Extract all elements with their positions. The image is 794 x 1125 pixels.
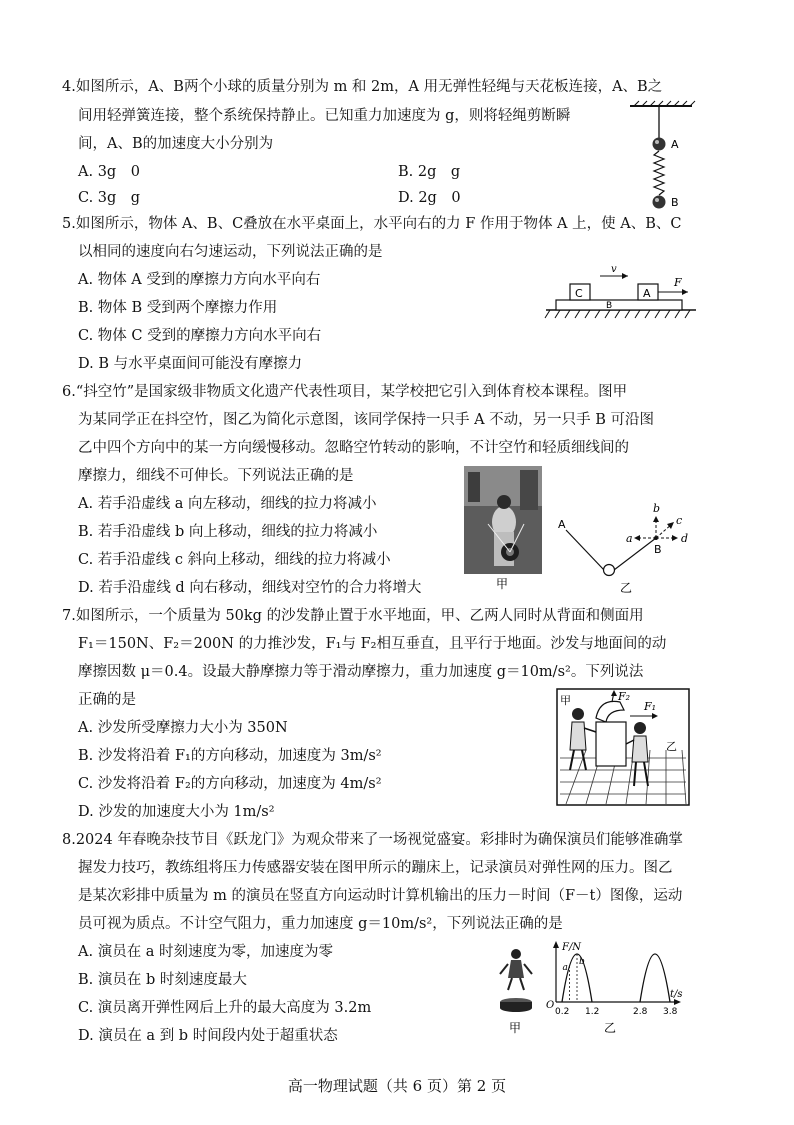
person-yi-label: 乙: [666, 740, 677, 753]
block-b-label: B: [606, 301, 613, 311]
trampoline-caption-jia: 甲: [509, 1021, 522, 1035]
q8-stem-line-3: 是某次彩排中质量为 m 的演员在竖直方向运动时计算机输出的压力－时间（F－t）图像，运动: [78, 888, 683, 904]
q7-option-b: B. 沙发将沿着 F₁的方向移动，加速度为 3m/s²: [78, 748, 382, 764]
q6-option-b: B. 若手沿虚线 b 向上移动，细线的拉力将减小: [78, 524, 378, 540]
ball-b: [653, 196, 666, 209]
q5-option-c: C. 物体 C 受到的摩擦力方向水平向右: [78, 328, 322, 344]
q8-stem-line-1: 8.2024 年春晚杂技节目《跃龙门》为观众带来了一场视觉盛宴。彩排时为确保演员们能够准确掌: [62, 832, 683, 848]
q5-option-d: D. B 与水平桌面间可能没有摩擦力: [78, 356, 303, 372]
q6-option-c: C. 若手沿虚线 c 斜向上移动，细线的拉力将减小: [78, 552, 391, 568]
chart-y-label: F/N: [562, 942, 582, 953]
q4-stem-line-1: 4.如图所示，A、B两个小球的质量分别为 m 和 2m，A 用无弹性轻绳与天花板连接，A、B之: [62, 79, 663, 95]
chart-point-a-label: a: [562, 963, 568, 973]
person-jia-label: 甲: [560, 694, 571, 707]
q8-stem-line-2: 握发力技巧，教练组将压力传感器安装在图甲所示的蹦床上，记录演员对弹性网的压力。图乙: [78, 860, 673, 876]
q6-option-d: D. 若手沿虚线 d 向右移动，细线对空竹的合力将增大: [78, 580, 422, 596]
dir-d-label: d: [681, 532, 689, 545]
q7-stem-line-2: F₁＝150N、F₂＝200N 的力推沙发，F₁与 F₂相互垂直，且平行于地面。沙发与地面间的动: [78, 636, 667, 652]
q8-option-a: A. 演员在 a 时刻速度为零，加速度为零: [78, 944, 334, 960]
chart-pulse-2: [640, 954, 670, 1002]
q7-figure: [556, 688, 690, 806]
q8-stem-line-4: 员可视为质点。不计空气阻力，重力加速度 g＝10m/s²，下列说法正确的是: [78, 916, 563, 932]
q5-figure: [540, 262, 700, 324]
ball-a-label: A: [671, 138, 679, 151]
q4-option-a: A. 3g 0: [78, 164, 140, 180]
q4-option-c: C. 3g g: [78, 190, 141, 206]
velocity-label: v: [611, 264, 617, 275]
q8-option-b: B. 演员在 b 时刻速度最大: [78, 972, 247, 988]
chart-origin-label: O: [546, 1000, 555, 1011]
q6-stem-line-1: 6.“抖空竹”是国家级非物质文化遗产代表性项目，某学校把它引入到体育校本课程。图甲: [62, 384, 628, 400]
q5-option-b: B. 物体 B 受到两个摩擦力作用: [78, 300, 278, 316]
q6-photo-figure: [464, 466, 542, 592]
q4-option-b: B. 2g g: [398, 164, 461, 180]
q5-stem-line-2: 以相同的速度向右匀速运动，下列说法正确的是: [78, 244, 383, 260]
q8-ft-chart: [542, 938, 694, 1036]
diagram-caption-yi: 乙: [620, 581, 633, 595]
q6-diagram-figure: [550, 498, 700, 598]
q4-stem-line-3: 间，A、B的加速度大小分别为: [78, 136, 274, 152]
q4-stem-line-2: 间用轻弹簧连接，整个系统保持静止。已知重力加速度为 g，则将轻绳剪断瞬: [78, 108, 571, 124]
q8-option-c: C. 演员离开弹性网后上升的最大高度为 3.2m: [78, 1000, 372, 1016]
q5-option-a: A. 物体 A 受到的摩擦力方向水平向右: [78, 272, 321, 288]
chart-caption-yi: 乙: [604, 1021, 617, 1035]
q7-stem-line-3: 摩擦因数 μ＝0.4。设最大静摩擦力等于滑动摩擦力，重力加速度 g＝10m/s²。下列说法: [78, 664, 644, 680]
q6-option-a: A. 若手沿虚线 a 向左移动，细线的拉力将减小: [78, 496, 377, 512]
chart-tick-3-8: 3.8: [663, 1007, 678, 1017]
q4-option-d: D. 2g 0: [398, 190, 461, 206]
chart-tick-0-2: 0.2: [555, 1007, 570, 1017]
force-f2-label: F₂: [618, 690, 631, 703]
q7-stem-line-4: 正确的是: [78, 692, 136, 708]
chart-x-label: t/s: [670, 989, 683, 1000]
hand-b-label: B: [654, 543, 662, 556]
q6-stem-line-2: 为某同学正在抖空竹，图乙为简化示意图，该同学保持一只手 A 不动，另一只手 B 可沿图: [78, 412, 655, 428]
q7-option-a: A. 沙发所受摩擦力大小为 350N: [78, 720, 288, 736]
q6-stem-line-3: 乙中四个方向中的某一方向缓慢移动。忽略空竹转动的影响，不计空竹和轻质细线间的: [78, 440, 629, 456]
ball-a: [653, 138, 666, 151]
dir-c-label: c: [676, 514, 683, 527]
q4-figure: [626, 100, 696, 218]
chart-tick-2-8: 2.8: [633, 1007, 648, 1017]
page-footer: 高一物理试题（共 6 页）第 2 页: [287, 1077, 507, 1095]
q6-stem-line-4: 摩擦力，细线不可伸长。下列说法正确的是: [78, 468, 354, 484]
chart-point-b-label: b: [579, 957, 585, 967]
block-c-label: C: [575, 287, 583, 300]
q8-option-d: D. 演员在 a 到 b 时间段内处于超重状态: [78, 1028, 338, 1044]
block-b: [556, 300, 682, 310]
diabolo: [604, 565, 615, 576]
q7-option-d: D. 沙发的加速度大小为 1m/s²: [78, 804, 275, 820]
dir-b-label: b: [653, 502, 661, 515]
chart-tick-1-2: 1.2: [585, 1007, 600, 1017]
q7-stem-line-1: 7.如图所示，一个质量为 50kg 的沙发静止置于水平地面，甲、乙两人同时从背面和侧面用: [62, 608, 644, 624]
q7-option-c: C. 沙发将沿着 F₂的方向移动，加速度为 4m/s²: [78, 776, 382, 792]
dir-a-label: a: [626, 532, 633, 545]
hand-a-label: A: [558, 518, 566, 531]
q8-trampoline-figure: [494, 944, 538, 1036]
photo-caption-jia: 甲: [496, 577, 509, 591]
force-f1-label: F₁: [644, 700, 657, 713]
force-label: F: [674, 276, 682, 289]
block-a-label: A: [643, 287, 651, 300]
ball-b-label: B: [671, 196, 679, 209]
q5-stem-line-1: 5.如图所示，物体 A、B、C叠放在水平桌面上，水平向右的力 F 作用于物体 A 上，使 A、B、C: [62, 216, 682, 232]
